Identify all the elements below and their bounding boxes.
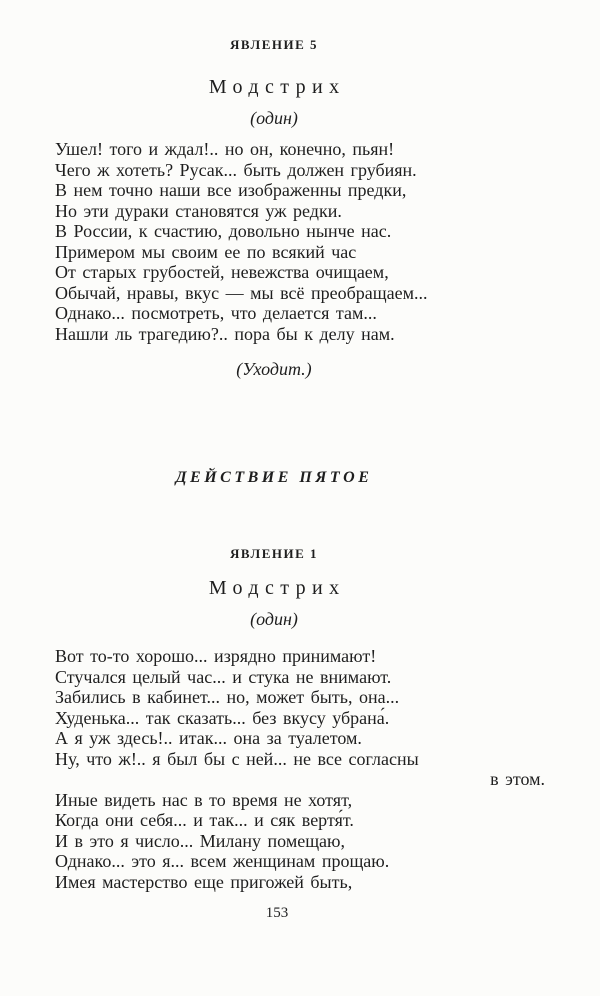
page-number: 153 [265, 905, 289, 921]
verse-line: Когда они себя... и так... и сяк вертя́т. [55, 810, 354, 830]
verse-line: Вот то-то хорошо... изрядно принимают! [55, 646, 377, 666]
scene-1-heading: ЯВЛЕНИЕ 1 [229, 546, 319, 561]
verse-line: Забились в кабинет... но, может быть, она... [55, 687, 400, 707]
stage-direction-exit: (Уходит.) [236, 359, 312, 379]
scene-5-heading: ЯВЛЕНИЕ 5 [229, 37, 319, 52]
verse-block-scene-1 [55, 646, 545, 892]
verse-line: Иные видеть нас в то время не хотят, [55, 789, 353, 810]
verse-line: Имея мастерство еще пригожей быть, [55, 871, 353, 892]
verse-line: Но эти дураки становятся уж редки. [55, 200, 342, 221]
verse-line: От старых грубостей, невежства очищаем, [55, 262, 389, 282]
verse-line: Обычай, нравы, вкус — мы всё преобращаем... [55, 282, 428, 303]
verse-line: Примером мы своим ее по всякий час [55, 241, 357, 262]
act-five-heading: ДЕЙСТВИЕ ПЯТОЕ [175, 469, 373, 486]
verse-block-scene-5 [55, 139, 545, 344]
verse-line: Стучался целый час... и стука не внимают. [55, 666, 392, 687]
stage-direction-alone: (один) [250, 609, 298, 629]
verse-line: Однако... посмотреть, что делается там... [55, 303, 377, 323]
character-name: Модстрих [208, 577, 346, 599]
verse-line: Ушел! того и ждал!.. но он, конечно, пьян! [55, 139, 395, 159]
verse-line: Однако... это я... всем женщинам прощаю. [55, 851, 390, 871]
verse-line: Нашли ль трагедию?.. пора бы к делу нам. [55, 323, 395, 344]
verse-line: Чего ж хотеть? Русак... быть должен грубиян. [55, 159, 417, 180]
verse-line: Ну, что ж!.. я был бы с ней... не все согласны [55, 748, 419, 769]
book-page [0, 37, 600, 996]
verse-line: А я уж здесь!.. итак... она за туалетом. [55, 728, 362, 748]
verse-line: В России, к счастию, довольно нынче нас. [55, 221, 392, 241]
stage-direction-alone: (один) [250, 108, 298, 128]
character-name: Модстрих [208, 76, 346, 98]
verse-line: В нем точно наши все изображенны предки, [55, 180, 407, 200]
verse-line: Худенька... так сказать... без вкусу убрана́. [55, 707, 390, 728]
verse-line: И в это я число... Милану помещаю, [55, 830, 345, 851]
verse-line-runover: в этом. [490, 769, 545, 789]
